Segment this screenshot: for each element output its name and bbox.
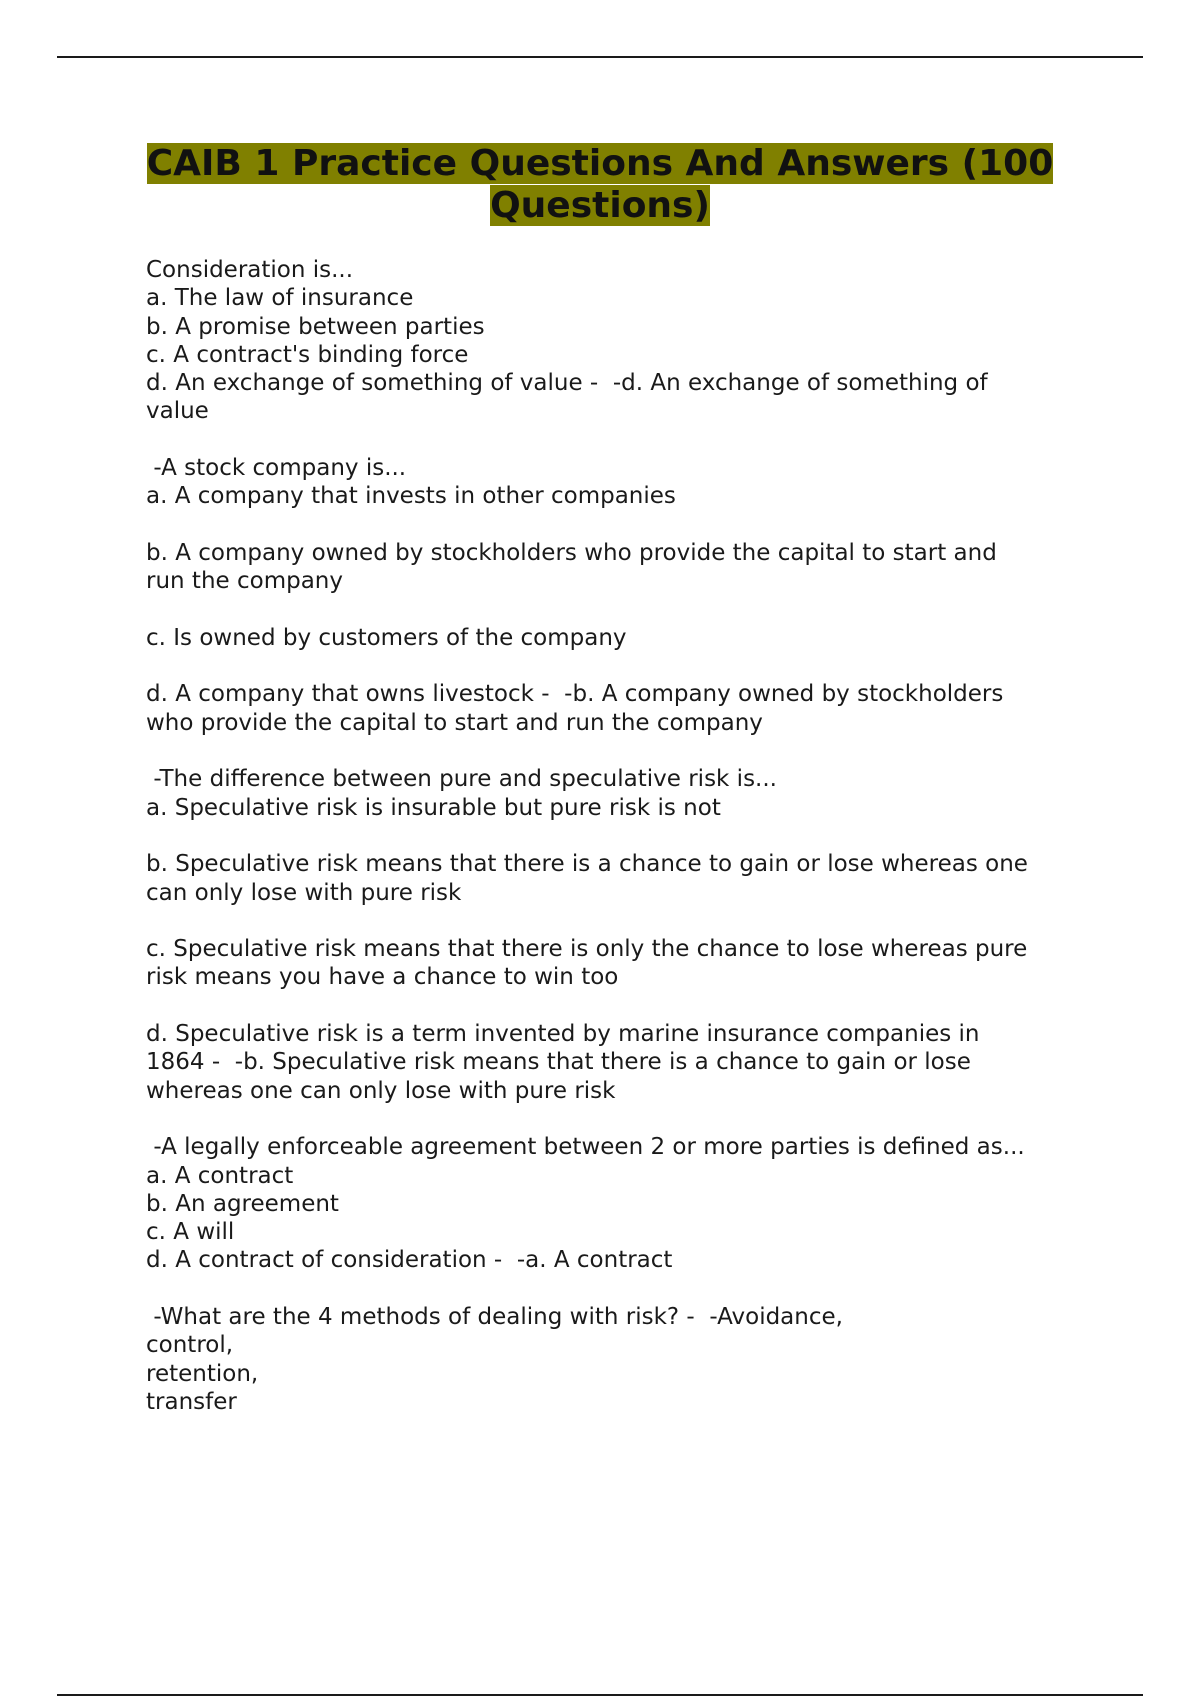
question-line: -The difference between pure and speculative risk is... [146,766,777,793]
question-line: c. Is owned by customers of the company [146,624,627,651]
question-block [146,1303,1086,1416]
question-line: -A legally enforceable agreement between 2 or more parties is defined as... [146,1134,1025,1161]
question-line: value [146,398,209,425]
question-line: transfer [146,1388,237,1415]
question-block [146,850,1086,907]
question-block [146,1020,1086,1105]
question-line: b. Speculative risk means that there is a chance to gain or lose whereas one [146,851,1028,878]
question-block [146,765,1086,822]
question-line: can only lose with pure risk [146,879,462,906]
question-line: d. An exchange of something of value - -d. An exchange of something of [146,370,988,397]
question-line: risk means you have a chance to win too [146,964,619,991]
question-line: -A stock company is... [146,455,407,482]
title-line-2: Questions) [490,185,710,226]
question-line: 1864 - -b. Speculative risk means that there is a chance to gain or lose [146,1049,971,1076]
question-list [146,256,1086,1444]
title-line-1: CAIB 1 Practice Questions And Answers (100 [146,143,1054,184]
question-block [146,454,1086,511]
question-line: a. Speculative risk is insurable but pure risk is not [146,794,721,821]
question-block [146,624,1086,652]
question-line: d. A contract of consideration - -a. A contract [146,1247,673,1274]
page-title-text [147,143,1054,226]
question-line: b. A company owned by stockholders who provide the capital to start and [146,539,997,566]
question-line: c. A contract's binding force [146,341,469,368]
question-line: b. An agreement [146,1190,339,1217]
question-line: c. A will [146,1219,235,1246]
question-line: c. Speculative risk means that there is only the chance to lose whereas pure [146,936,1028,963]
page-title [0,143,1200,227]
question-line: -What are the 4 methods of dealing with risk? - -Avoidance, [146,1303,843,1330]
question-line: a. A company that invests in other companies [146,483,676,510]
bottom-rule [57,1694,1143,1696]
question-line: a. The law of insurance [146,285,414,312]
question-line: d. Speculative risk is a term invented by marine insurance companies in [146,1021,980,1048]
top-rule [57,56,1143,58]
question-block [146,539,1086,596]
question-line: whereas one can only lose with pure risk [146,1077,616,1104]
question-block [146,935,1086,992]
question-line: who provide the capital to start and run the company [146,709,763,736]
question-line: retention, [146,1360,259,1387]
question-block [146,680,1086,737]
question-line: Consideration is... [146,257,354,283]
question-line: control, [146,1332,234,1359]
question-line: run the company [146,568,343,595]
question-block [146,256,1086,426]
question-line: a. A contract [146,1162,294,1189]
question-line: b. A promise between parties [146,313,485,340]
question-line: d. A company that owns livestock - -b. A company owned by stockholders [146,681,1004,708]
question-block [146,1133,1086,1274]
